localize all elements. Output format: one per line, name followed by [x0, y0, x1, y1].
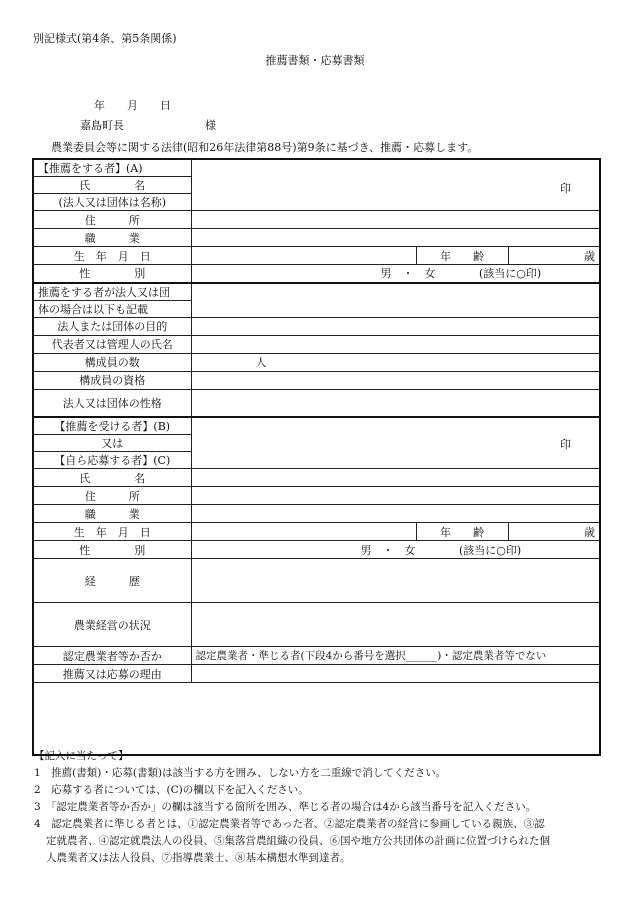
name-sublabel-a: (法人又は団体は名称)	[33, 194, 191, 211]
sex-note-b: (該当に○印)	[459, 543, 522, 557]
address-label-a: 住 所	[33, 211, 191, 229]
instruction-item-continued: 人農業者又は法人役員、⑦指導農業士、⑧基本構想水準到達者。	[46, 852, 351, 864]
corp-note-line1: 推薦をする者が法人又は団	[33, 283, 191, 301]
intro-text: 農業委員会等に関する法律(昭和26年法律第88号)第9条に基づき、推薦・応募します。	[51, 141, 479, 154]
dob-field-b[interactable]	[191, 523, 416, 541]
name-field-b[interactable]	[191, 469, 600, 487]
members-qualification-label: 構成員の資格	[33, 371, 191, 389]
certified-field[interactable]: 認定農業者・準じる者(下段4から番号を選択______)・認定農業者等でない	[191, 647, 600, 665]
recipient-honorific: 様	[205, 119, 216, 132]
sex-note-a: (該当に○印)	[479, 267, 542, 281]
date-line: 年 月 日	[94, 99, 171, 112]
corp-rep-field[interactable]	[191, 335, 600, 353]
age-unit-b: 歳	[584, 525, 595, 539]
members-field[interactable]	[191, 353, 600, 371]
seal-mark-b: 印	[560, 438, 571, 451]
members-qualification-field[interactable]	[191, 371, 600, 389]
instruction-item: 3 「認定農業者等か否か」の欄は該当する箇所を囲み、準じる者の場合は4から該当番号を記入ください。	[34, 801, 537, 813]
application-form-table	[32, 158, 601, 756]
corp-note-field	[191, 283, 600, 318]
job-label-a: 職 業	[33, 229, 191, 247]
recipient-name: 嘉島町長	[80, 119, 124, 132]
dob-label-b: 生 年 月 日	[33, 523, 191, 541]
instruction-item-continued: 定就農者、④認定就農法人の役員、⑤集落営農組織の役員、⑥国や地方公共団体の計画に位置づけられた個	[46, 835, 550, 847]
document-title: 推薦書類・応募書類	[265, 54, 365, 67]
age-label-b: 年 齢	[416, 523, 508, 541]
certified-label: 認定農業者等か否か	[33, 647, 191, 665]
corp-rep-label: 代表者又は管理人の氏名	[33, 335, 191, 353]
corp-purpose-field[interactable]	[191, 317, 600, 335]
section-c-heading: 【自ら応募する者】(C)	[33, 452, 191, 469]
sex-field-b[interactable]	[191, 541, 600, 559]
sex-options-a: 男 ・ 女	[380, 267, 436, 281]
section-a-heading: 【推薦をする者】(A)	[33, 159, 191, 177]
corp-purpose-label: 法人または団体の目的	[33, 317, 191, 335]
job-label-b: 職 業	[33, 505, 191, 523]
instruction-item: 4 認定農業者に準じる者とは、①認定農業者等であった者、②認定農業者の経営に参画している親族、③認	[34, 818, 545, 830]
section-a-name-field[interactable]	[191, 159, 600, 211]
members-label: 構成員の数	[33, 353, 191, 371]
address-field-a[interactable]	[191, 211, 600, 229]
instructions	[34, 748, 604, 867]
dob-field-a[interactable]	[191, 247, 416, 265]
seal-mark-a: 印	[560, 182, 571, 195]
age-unit-a: 歳	[584, 249, 595, 263]
farm-status-label: 農業経営の状況	[33, 603, 191, 647]
name-label-a: 氏 名	[33, 177, 191, 194]
farm-status-field[interactable]	[191, 603, 600, 647]
corp-note-line2: 体の場合は以下も記載	[33, 300, 191, 317]
instruction-item: 1 推薦(書類)・応募(書類)は該当する方を囲み、しない方を二重線で消してください。	[34, 767, 447, 779]
section-b-heading: 【推薦を受ける者】(B)	[33, 417, 191, 435]
sex-options-b: 男 ・ 女	[360, 543, 416, 557]
instruction-item: 2 応募する者については、(C)の欄以下を記入ください。	[34, 784, 309, 796]
reason-spacer	[191, 665, 600, 683]
career-field[interactable]	[191, 559, 600, 603]
reason-field[interactable]	[33, 683, 600, 755]
age-label-a: 年 齢	[416, 247, 508, 265]
section-b-name-field[interactable]	[191, 417, 600, 469]
address-label-b: 住 所	[33, 487, 191, 505]
career-label: 経 歴	[33, 559, 191, 603]
corp-nature-field[interactable]	[191, 389, 600, 417]
age-field-a[interactable]	[508, 247, 600, 265]
job-field-b[interactable]	[191, 505, 600, 523]
corp-nature-label: 法人又は団体の性格	[33, 389, 191, 417]
address-field-b[interactable]	[191, 487, 600, 505]
members-unit: 人	[255, 356, 267, 369]
age-field-b[interactable]	[508, 523, 600, 541]
dob-label-a: 生 年 月 日	[33, 247, 191, 265]
instructions-heading: 【記入に当たって】	[34, 750, 129, 762]
sex-label-b: 性 別	[33, 541, 191, 559]
job-field-a[interactable]	[191, 229, 600, 247]
sex-field-a[interactable]	[191, 265, 600, 283]
form-reference: 別記様式(第4条、第5条関係)	[33, 32, 177, 45]
section-or-label: 又は	[33, 435, 191, 452]
reason-label: 推薦又は応募の理由	[33, 665, 191, 683]
name-label-b: 氏 名	[33, 469, 191, 487]
sex-label-a: 性 別	[33, 265, 191, 283]
